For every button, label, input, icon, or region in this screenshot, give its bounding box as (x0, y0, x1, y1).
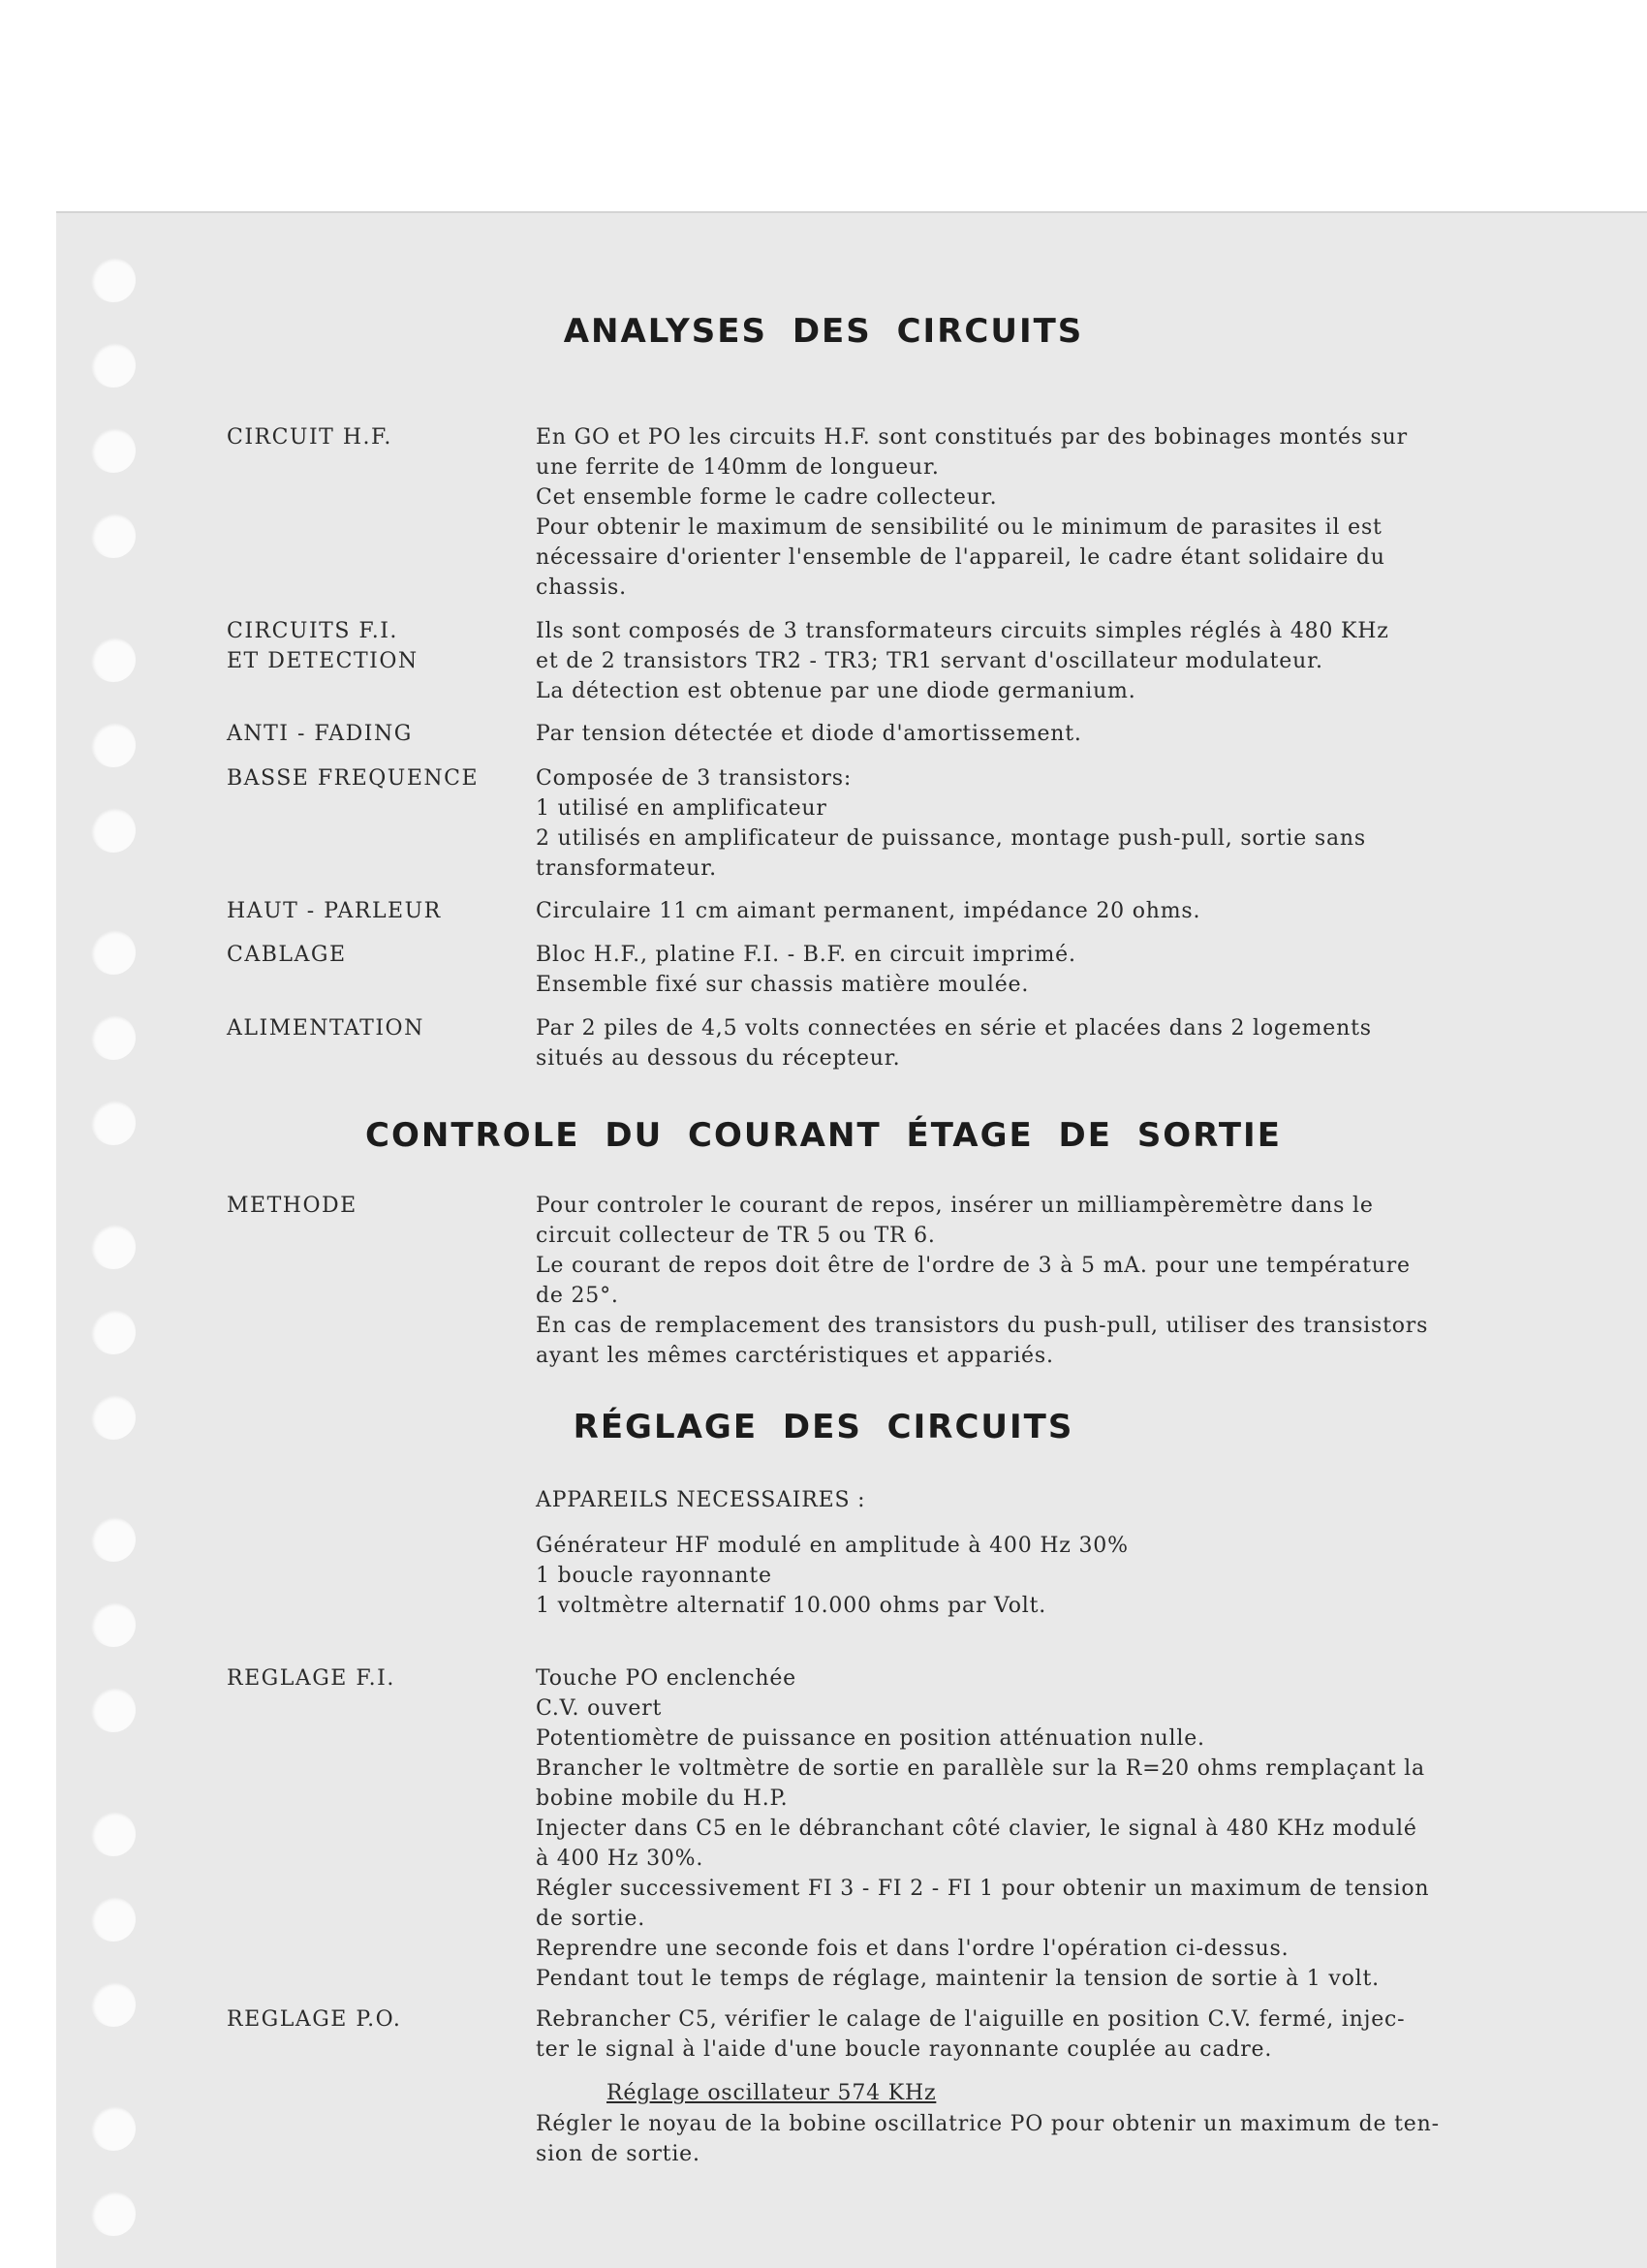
row-label-cablage: CABLAGE (227, 943, 347, 967)
row-text-anti-fading: Par tension détectée et diode d'amortissement. (536, 722, 1082, 746)
row-label-reglage-po: REGLAGE P.O. (227, 2007, 402, 2032)
binder-hole-icon (91, 808, 136, 853)
row-text-basse-frequence: Composée de 3 transistors: 1 utilisé en amplificateur 2 utilisés en amplificateur de puissance, montage push-pull, sortie sans transformateur. (536, 766, 1366, 881)
row-text-haut-parleur: Circulaire 11 cm aimant permanent, impédance 20 ohms. (536, 899, 1201, 923)
row-label-reglage-fi: REGLAGE F.I. (227, 1666, 395, 1691)
section-title-analyses: ANALYSES DES CIRCUITS (563, 312, 1084, 351)
binder-hole-icon (91, 1602, 136, 1647)
row-label-circuit-hf: CIRCUIT H.F. (227, 425, 392, 450)
row-text-alimentation: Par 2 piles de 4,5 volts connectées en série et placées dans 2 logements situés au dessous du récepteur. (536, 1016, 1372, 1071)
row-text-reglage-fi: Touche PO enclenchée C.V. ouvert Potentiomètre de puissance en position atténuation nulle. Brancher le voltmètre de sortie en parallèle sur la R=20 ohms remplaçant la bobine mobile du H.P. Injecter dans C5 en le débranchant côté clavier, le signal à 480 KHz modulé à 400 Hz 30%. Régler successivement FI 3 - FI 2 - FI 1 pour obtenir un maximum de tension de sortie. Reprendre une seconde fois et dans l'ordre l'opération ci-dessus. Pendant tout le temps de réglage, maintenir la tension de sortie à 1 volt. (536, 1666, 1430, 1991)
binder-hole-icon (91, 1688, 136, 1732)
row-text-reglage-po: Rebrancher C5, vérifier le calage de l'aiguille en position C.V. fermé, injec- ter le signal à l'aide d'une boucle rayonnante couplée au cadre. (536, 2007, 1406, 2062)
binder-hole-icon (91, 428, 136, 473)
binder-hole-icon (91, 2106, 136, 2151)
binder-hole-icon (91, 258, 136, 302)
binder-holes (56, 213, 172, 2268)
row-text-circuit-hf: En GO et PO les circuits H.F. sont constitués par des bobinages montés sur une ferrite de 140mm de longueur. Cet ensemble forme le cadre collecteur. Pour obtenir le maximum de sensibilité ou le minimum de parasites il est nécessaire d'orienter l'ensemble de l'appareil, le cadre étant solidaire du chassis. (536, 425, 1408, 600)
row-label-circuits-fi: CIRCUITS F.I. ET DETECTION (227, 619, 419, 673)
row-label-anti-fading: ANTI - FADING (227, 722, 413, 746)
binder-hole-icon (91, 723, 136, 767)
binder-hole-icon (91, 1812, 136, 1856)
row-label-alimentation: ALIMENTATION (227, 1016, 424, 1041)
binder-hole-icon (91, 930, 136, 975)
appareils-text: Générateur HF modulé en amplitude à 400 Hz 30% 1 boucle rayonnante 1 voltmètre alternatif 10.000 ohms par Volt. (536, 1534, 1129, 1618)
row-label-basse-frequence: BASSE FREQUENCE (227, 766, 480, 791)
row-text-circuits-fi: Ils sont composés de 3 transformateurs circuits simples réglés à 480 KHz et de 2 transistors TR2 - TR3; TR1 servant d'oscillateur modulateur. La détection est obtenue par une diode germanium. (536, 619, 1389, 703)
binder-hole-icon (91, 1225, 136, 1269)
row-label-haut-parleur: HAUT - PARLEUR (227, 899, 442, 923)
row-text-cablage: Bloc H.F., platine F.I. - B.F. en circuit imprimé. Ensemble fixé sur chassis matière moulée. (536, 943, 1076, 997)
binder-hole-icon (91, 637, 136, 682)
appareils-heading: APPAREILS NECESSAIRES : (536, 1488, 866, 1512)
binder-hole-icon (91, 513, 136, 558)
row-label-methode: METHODE (227, 1194, 357, 1218)
oscillateur-text: Régler le noyau de la bobine oscillatrice PO pour obtenir un maximum de ten- sion de sortie. (536, 2112, 1440, 2166)
row-text-methode: Pour controler le courant de repos, insérer un milliampèremètre dans le circuit collecteur de TR 5 ou TR 6. Le courant de repos doit être de l'ordre de 3 à 5 mA. pour une température de 25°. En cas de remplacement des transistors du push-pull, utiliser des transistors ayant les mêmes carctéristiques et appariés. (536, 1194, 1429, 1368)
binder-hole-icon (91, 1517, 136, 1562)
binder-hole-icon (91, 2191, 136, 2236)
binder-hole-icon (91, 1897, 136, 1942)
binder-hole-icon (91, 1310, 136, 1354)
binder-hole-icon (91, 1015, 136, 1060)
section-title-reglage: RÉGLAGE DES CIRCUITS (573, 1408, 1074, 1446)
binder-hole-icon (91, 1982, 136, 2027)
section-title-controle: CONTROLE DU COURANT ÉTAGE DE SORTIE (365, 1116, 1282, 1155)
oscillateur-heading: Réglage oscillateur 574 KHz (606, 2081, 937, 2105)
